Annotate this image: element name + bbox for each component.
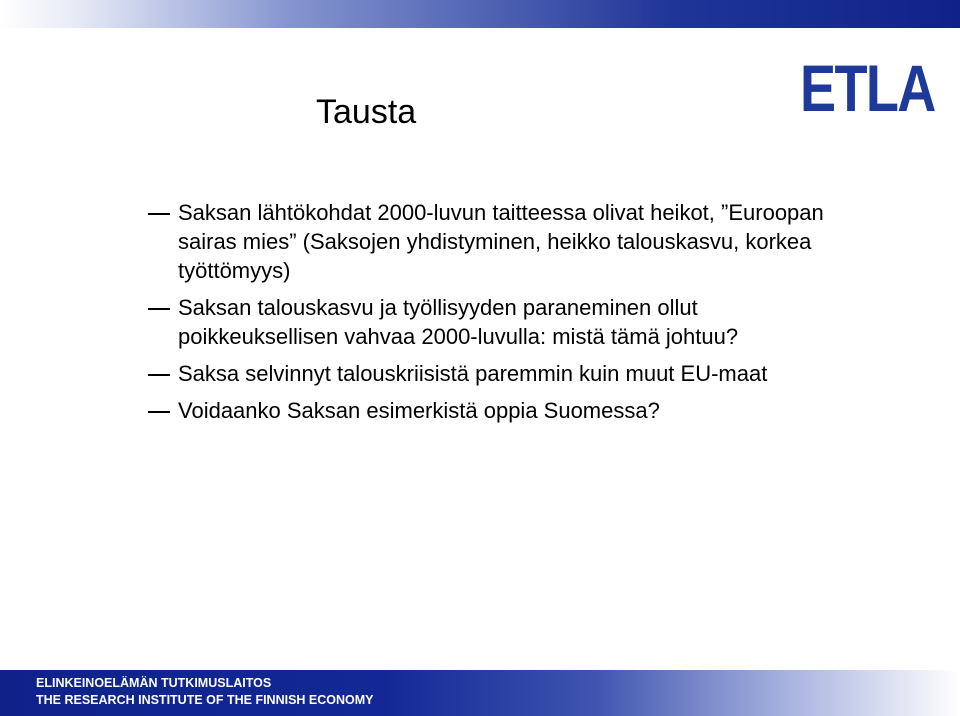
bullet-item: [148, 359, 848, 388]
footer-line-finnish: ELINKEINOELÄMÄN TUTKIMUSLAITOS: [36, 676, 272, 690]
bullet-item: [148, 396, 848, 425]
bullet-text: Saksan talouskasvu ja työllisyyden paraneminen ollut poikkeuksellisen vahvaa 2000-luvulla: mistä tämä johtuu?: [178, 295, 739, 349]
dash-bullet-icon: [148, 213, 170, 215]
dash-bullet-icon: [148, 308, 170, 310]
dash-bullet-icon: [148, 374, 170, 376]
dash-bullet-icon: [148, 411, 170, 413]
bullet-text: Voidaanko Saksan esimerkistä oppia Suomessa?: [178, 398, 660, 423]
bullet-list: [148, 198, 848, 433]
slide-title: Tausta: [316, 93, 417, 131]
bullet-text: Saksa selvinnyt talouskriisistä paremmin kuin muut EU-maat: [178, 361, 768, 386]
etla-logo-text: ETLA: [800, 51, 935, 125]
bullet-item: [148, 198, 848, 285]
bullet-item: [148, 293, 848, 351]
footer-line-english: THE RESEARCH INSTITUTE OF THE FINNISH ECONOMY: [36, 693, 374, 707]
bullet-text: Saksan lähtökohdat 2000-luvun taitteessa olivat heikot, ”Euroopan sairas mies” (Saksojen yhdistyminen, heikko talouskasvu, korkea työttömyys): [178, 200, 824, 283]
etla-logo: [800, 51, 935, 125]
footer-text: [36, 675, 374, 709]
top-gradient-bar: [0, 0, 960, 28]
